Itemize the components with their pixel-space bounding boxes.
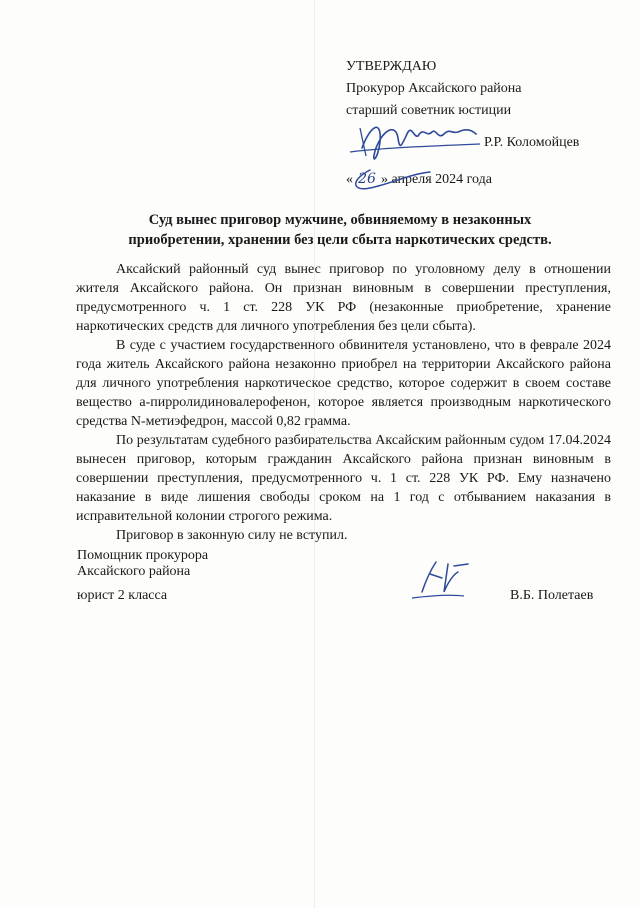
title-line-1: Суд вынес приговор мужчине, обвиняемому в незаконных xyxy=(148,212,532,228)
approval-name: Р.Р. Коломойцев xyxy=(484,135,580,150)
footer-position-line-1: Помощник прокурора xyxy=(77,548,209,563)
body-paragraph-3: По результатам судебного разбирательства Аксайским районным судом 17.04.2024 вынесен приговор, которым гражданин Аксайского района признан виновным в совершении преступления, предусмотренного ч. 1 ст. 228 УК РФ. Ему назначено наказание в виде лишения свободы сроком на 1 год с отбыванием наказания в исправительной колонии строгого режима. xyxy=(76,433,611,524)
title-line-2: приобретении, хранении без цели сбыта наркотических средств. xyxy=(128,232,552,248)
footer-position xyxy=(77,548,208,580)
footer-name: В.Б. Полетаев xyxy=(510,588,594,603)
date-rest: » апреля 2024 года xyxy=(381,172,492,187)
approval-position: Прокурор Аксайского района xyxy=(346,81,522,96)
assistant-signature xyxy=(408,552,478,607)
document-body xyxy=(76,260,611,545)
body-paragraph-4: Приговор в законную силу не вступил. xyxy=(116,528,348,543)
prosecutor-signature xyxy=(340,108,500,198)
footer-rank: юрист 2 класса xyxy=(77,588,168,603)
date-day: 26 xyxy=(358,171,376,187)
document-title xyxy=(60,210,620,250)
footer-position-line-2: Аксайского района xyxy=(77,564,191,579)
body-paragraph-1: Аксайский районный суд вынес приговор по уголовному делу в отношении жителя Аксайского района. Он признан виновным в совершении преступления, предусмотренного ч. 1 ст. 228 УК РФ (незаконные приобретение, хранение наркотических средств для личного употребления без цели сбыта). xyxy=(76,262,611,334)
body-paragraph-2: В суде с участием государственного обвинителя установлено, что в феврале 2024 года житель Аксайского района незаконно приобрел на территории Аксайского района для личного употребления наркотическое средство, которое содержит в своем составе вещество а-пирролидиновалерофенон, которое является производным наркотического средства N-метиэфедрон, массой 0,82 грамма. xyxy=(76,338,611,429)
approval-rank: старший советник юстиции xyxy=(346,103,512,118)
approval-heading: УТВЕРЖДАЮ xyxy=(346,59,437,74)
date-open-quote: « xyxy=(346,172,353,187)
